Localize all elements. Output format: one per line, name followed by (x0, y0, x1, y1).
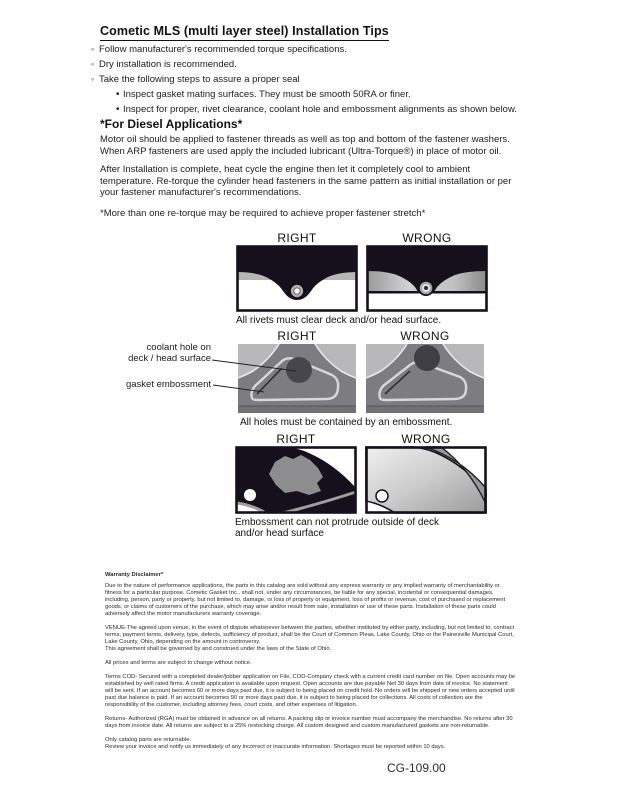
sub-list-item (91, 87, 561, 102)
legal-paragraph: This agreement shall be governed by and construed under the laws of the State of Ohio. (105, 646, 332, 652)
figure-embossment-protrusion (235, 432, 487, 539)
figure-row (235, 432, 487, 514)
diesel-paragraph: After Installation is complete, heat cycle the engine then let it completely cool to ambient temperature. Re-torque the cylinder head fasteners in the same pattern as initial installation or per your fastener manufacturer's recommendations. (100, 164, 512, 198)
legal-paragraph: Returns- Authorized (RGA) must be obtained in advance on all returns. A packing slip or invoice number must accompany the merchandise. No returns after 30 days from invoice date. All returns are subject to a 25% restocking charge. All custom designed and custom manufactured gaskets are non-returnable. (105, 716, 513, 729)
annotation-line: deck / head surface (128, 352, 211, 364)
bolt-hole (376, 490, 388, 502)
figure-rivet-clearance (236, 231, 488, 326)
figure-row (236, 231, 488, 312)
figure-cell-wrong (365, 329, 485, 414)
diesel-note: *More than one re-torque may be required to achieve proper fastener stretch* (100, 207, 426, 219)
wrong-label: WRONG (401, 432, 451, 446)
page-title: Cometic MLS (multi layer steel) Installation Tips (100, 24, 389, 41)
list-item-text: Inspect for proper, rivet clearance, coolant hole and embossment alignments as shown below. (123, 104, 517, 115)
open-bullet-icon: ◦ (91, 59, 95, 69)
annotation-coolant-hole (110, 343, 211, 364)
right-label: RIGHT (277, 329, 317, 343)
figure-caption (235, 517, 487, 539)
warranty-heading: Warranty Disclaimer* (105, 572, 164, 578)
legal-paragraph: Only catalog parts are returnable. (105, 737, 192, 743)
list-item (91, 57, 561, 72)
figure-cell-wrong (366, 231, 488, 312)
annotation-leader-lines (205, 352, 305, 397)
figure-cell-right (236, 231, 358, 312)
fig1-wrong-diagram (366, 245, 488, 312)
wrong-label: WRONG (402, 231, 452, 245)
legal-paragraph: Terms COD- Secured with a completed dealer/jobber application on File, COD-Company check with a current credit card number on file. Open accounts may be established by well rated firms. A credit application is available upon request. Open accounts are due payable Net 30 days from date of invoice. No statement will be sent. If an account becomes 60 or more days past due, it is subject to being placed on credit hold. No orders will be shipped or new orders accepted until past due balance is paid. If an account becomes 90 or more days past due, it is subject to being placed for collections. All costs of collection are the responsibility of the customer, including attorney fees, court costs, and other expenses of litigation. (105, 674, 516, 708)
list-item-text: Follow manufacturer's recommended torque specifications. (99, 44, 347, 55)
list-item (91, 42, 561, 57)
list-item-text: Dry installation is recommended. (99, 59, 237, 70)
sub-list-item (91, 102, 561, 117)
figure-caption: All holes must be contained by an embossment. (240, 417, 453, 428)
open-bullet-icon: ◦ (91, 74, 95, 84)
wrong-label: WRONG (400, 329, 450, 343)
legal-paragraph: VENUE-The agreed upon venue, in the event of dispute whatsoever between the parties, whether instituted by either party, including, but not limited to, contract terms, payment terms, delivery, type, defects, sufficiency of product, shall be the Court of Common Pleas, Lake County, Ohio or the Painesville Municipal Court, Lake County, Ohio, depending on the amount in controversy. (105, 625, 515, 645)
caption-line: Embossment can not protrude outside of deck (235, 517, 440, 528)
figure-cell-right (235, 432, 357, 514)
figure-caption: All rivets must clear deck and/or head surface. (236, 315, 442, 326)
annotation-gasket-embossment (110, 380, 211, 391)
open-bullet-icon: ◦ (91, 44, 95, 54)
annotation-line: coolant hole on (146, 342, 211, 353)
diesel-paragraph: Motor oil should be applied to fastener threads as well as top and bottom of the fastener washers. When ARP fasteners are used apply the included lubricant (Ultra-Torque®) in place of motor oil. (100, 134, 510, 157)
figure-cell-wrong (365, 432, 487, 514)
diesel-applications-section (100, 117, 525, 226)
legal-paragraph: Review your invoice and notify us immediately of any incorrect or inaccurate information. Shortages must be reported within 10 days. (105, 744, 446, 750)
list-item-text: Inspect gasket mating surfaces. They must be smooth 50RA or finer. (123, 89, 411, 100)
list-item (91, 72, 561, 87)
list-item-text: Take the following steps to assure a proper seal (99, 74, 300, 85)
warranty-disclaimer-section (105, 572, 517, 758)
right-label: RIGHT (277, 231, 317, 245)
coolant-hole (414, 345, 440, 371)
bolt-hole (244, 489, 256, 501)
filled-bullet-icon: • (116, 89, 120, 100)
legal-paragraph: All prices and terms are subject to change without notice. (105, 660, 252, 666)
fig3-wrong-diagram (365, 446, 487, 514)
fig1-right-diagram (236, 245, 358, 312)
annotation-line: gasket embossment (125, 379, 211, 390)
installation-tips-list (91, 42, 561, 117)
diesel-heading: *For Diesel Applications* (100, 117, 243, 131)
legal-paragraph: Due to the nature of performance applications, the parts in this catalog are sold without any express warranty or any implied warranty of merchantability or fitness for a particular purpose. Cometic Gasket Inc., shall not, under any circumstances, be liable for any special, incidental or consequential damages, including, person, party or property, but not limited to, damage, or loss of property or equipment, loss of profits or revenue, cost of purchased or replacement goods, or claims of customers of the purchase, which may arise and/or result from sale, installation or use of these parts. Installation of these parts could adversely affect the motor manufacturers warranty coverage. (105, 583, 506, 617)
right-label: RIGHT (276, 432, 316, 446)
filled-bullet-icon: • (116, 104, 120, 115)
page-code: CG-109.00 (387, 761, 446, 775)
caption-line: and/or head surface (235, 528, 324, 539)
fig2-wrong-diagram (365, 343, 485, 414)
fig3-right-diagram (235, 446, 357, 514)
